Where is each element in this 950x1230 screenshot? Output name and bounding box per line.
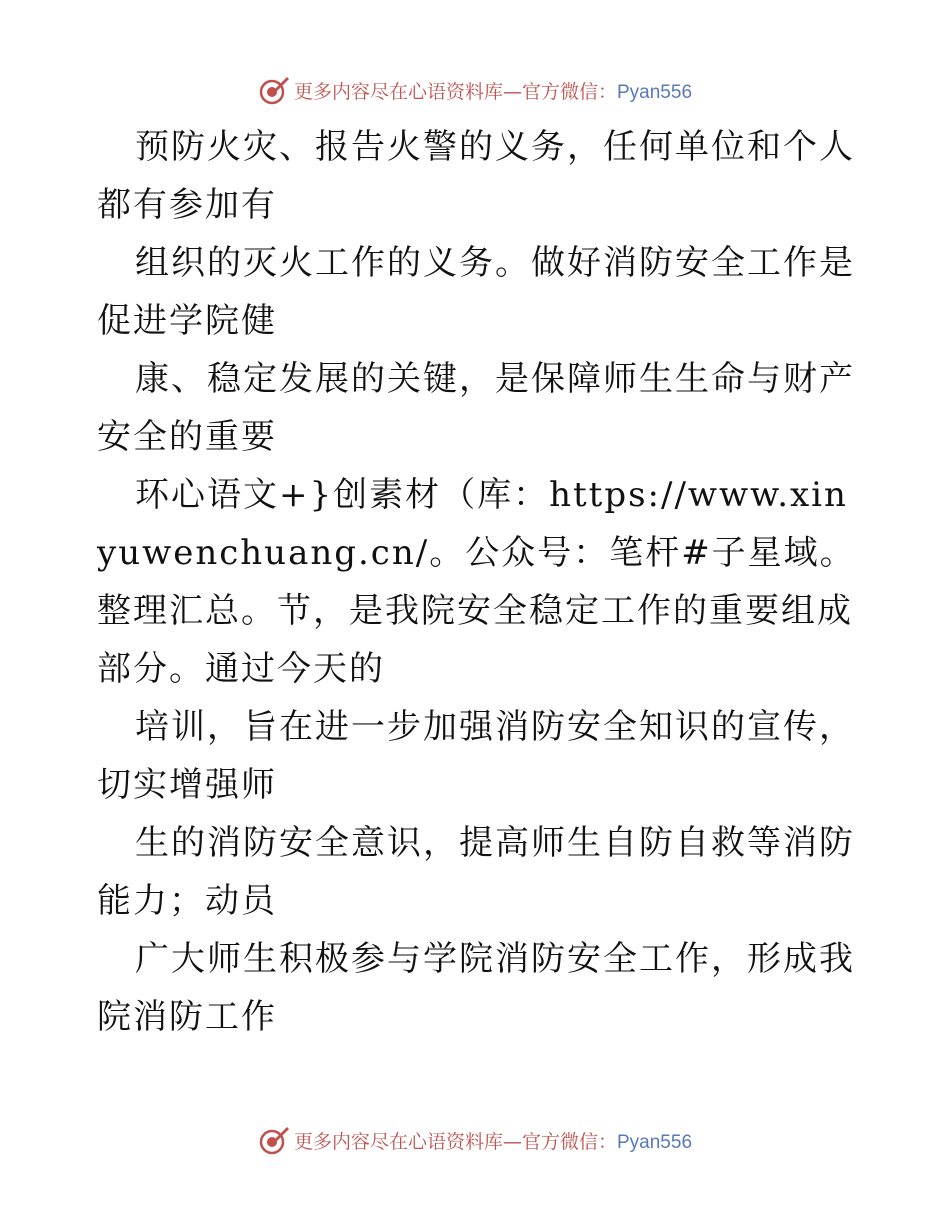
banner-text bbox=[294, 77, 692, 104]
banner-wechat-label: 官方微信： bbox=[521, 80, 617, 103]
banner-wechat-id: Pyan556 bbox=[617, 81, 693, 103]
paragraph: 康、稳定发展的关键，是保障师生生命与财产安全的重要 bbox=[97, 359, 855, 457]
paragraph: 组织的灭火工作的义务。做好消防安全工作是促进学院健 bbox=[97, 243, 855, 341]
paragraph: 生的消防安全意识，提高师生自防自救等消防能力；动员 bbox=[97, 823, 855, 921]
banner-main-text: 更多内容尽在心语资料库 bbox=[293, 80, 503, 103]
header-banner bbox=[0, 70, 950, 110]
banner-wechat-id: Pyan556 bbox=[617, 1131, 693, 1153]
pen-nib-circle-icon bbox=[258, 1124, 290, 1156]
banner-main-text: 更多内容尽在心语资料库 bbox=[293, 1130, 503, 1153]
paragraph: 预防火灾、报告火警的义务，任何单位和个人都有参加有 bbox=[97, 127, 855, 225]
paragraph: 培训，旨在进一步加强消防安全知识的宣传，切实增强师 bbox=[97, 707, 855, 805]
banner-dash: — bbox=[502, 1130, 522, 1153]
paragraph: 环心语文+}创素材（库：https://www.xinyuwenchuang.cn/。公众号：笔杆#子星域。整理汇总。节，是我院安全稳定工作的重要组成部分。通过今天的 bbox=[97, 475, 856, 689]
banner-dash: — bbox=[502, 80, 522, 103]
footer-banner bbox=[0, 1120, 950, 1160]
pen-nib-circle-icon bbox=[258, 74, 290, 106]
paragraph: 广大师生积极参与学院消防安全工作，形成我院消防工作 bbox=[97, 939, 855, 1037]
document-body bbox=[97, 118, 857, 1046]
banner-wechat-label: 官方微信： bbox=[521, 1130, 617, 1153]
banner-text bbox=[294, 1127, 692, 1154]
